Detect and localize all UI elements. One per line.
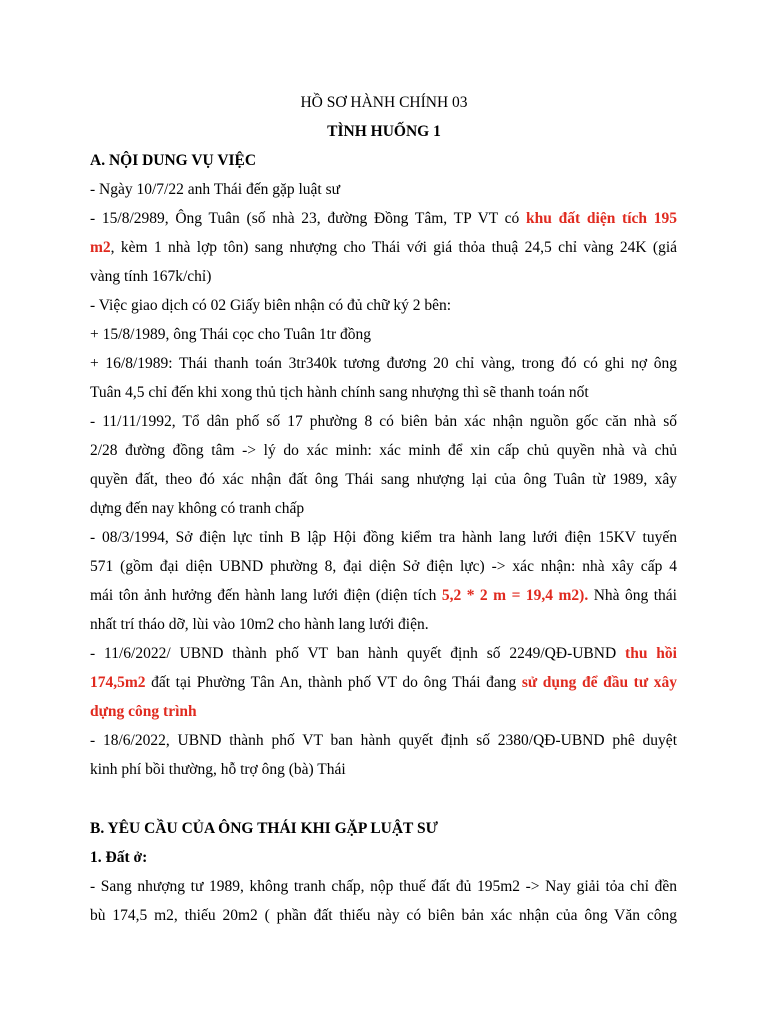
paragraph-line: + 16/8/1989: Thái thanh toán 3tr340k tương đương 20 chỉ vàng, trong đó có ghi nợ ông — [90, 355, 677, 372]
paragraph-line: - Ngày 10/7/22 anh Thái đến gặp luật sư — [90, 181, 341, 198]
paragraph-line: - 11/11/1992, Tổ dân phố số 17 phường 8 có biên bản xác nhận nguồn gốc căn nhà số — [90, 413, 677, 430]
document-title: HỒ SƠ HÀNH CHÍNH 03 — [300, 94, 468, 111]
document-subtitle: TÌNH HUỐNG 1 — [327, 123, 441, 140]
subsection-heading: 1. Đất ở: — [90, 849, 148, 866]
paragraph-line: + 15/8/1989, ông Thái cọc cho Tuân 1tr đồng — [90, 326, 371, 343]
text-run: Nhà ông thái — [588, 587, 677, 604]
paragraph-line: vàng tính 167k/chỉ) — [90, 268, 212, 285]
highlight-text: khu đất diện tích 195 — [526, 210, 677, 227]
highlight-text: 5,2 * 2 m = 19,4 m2). — [441, 587, 589, 604]
paragraph-line: kinh phí bồi thường, hỗ trợ ông (bà) Thái — [90, 761, 346, 778]
paragraph-line — [90, 673, 677, 693]
text-run: - 11/6/2022/ UBND thành phố VT ban hành quyết định số 2249/QĐ-UBND — [90, 645, 626, 662]
paragraph-line — [90, 209, 677, 229]
paragraph-line: Tuân 4,5 chỉ đến khi xong thủ tịch hành chính sang nhượng thì sẽ thanh toán nốt — [90, 384, 589, 401]
highlight-text: thu hồi — [625, 645, 677, 662]
paragraph-line: 571 (gồm đại diện UBND phường 8, đại diện Sở điện lực) -> xác nhận: nhà xây cấp 4 — [90, 558, 677, 575]
section-b-heading: B. YÊU CẦU CỦA ÔNG THÁI KHI GẶP LUẬT SƯ — [90, 820, 438, 837]
paragraph-line: bù 174,5 m2, thiếu 20m2 ( phần đất thiếu này có biên bản xác nhận của ông Văn công — [90, 907, 677, 924]
paragraph-line: quyền đất, theo đó xác nhận đất ông Thái sang nhượng lại của ông Tuân từ 1989, xây — [90, 471, 677, 488]
highlight-text: dựng công trình — [90, 703, 197, 720]
paragraph-line: - 18/6/2022, UBND thành phố VT ban hành quyết định số 2380/QĐ-UBND phê duyệt — [90, 732, 677, 749]
highlight-text: m2 — [90, 239, 111, 256]
paragraph-line — [90, 644, 677, 664]
text-run: , kèm 1 nhà lợp tôn) sang nhượng cho Thái với giá thỏa thuậ 24,5 chỉ vàng 24K (giá — [110, 239, 677, 256]
paragraph-line: 2/28 đường đồng tâm -> lý do xác minh: xác minh để xin cấp chủ quyền nhà và chủ — [90, 442, 677, 459]
paragraph-line: - 08/3/1994, Sở điện lực tỉnh B lập Hội đồng kiểm tra hành lang lưới điện 15KV tuyến — [90, 529, 677, 546]
text-run: đất tại Phường Tân An, thành phố VT do ông Thái đang — [145, 674, 522, 691]
highlight-text: sử dụng để đầu tư xây — [521, 674, 677, 691]
text-run: - 15/8/2989, Ông Tuân (số nhà 23, đường Đồng Tâm, TP VT có — [90, 210, 527, 227]
paragraph-line: dựng đến nay không có tranh chấp — [90, 500, 305, 517]
paragraph-line: nhất trí tháo dỡ, lùi vào 10m2 cho hành lang lưới điện. — [90, 616, 429, 633]
section-a-heading: A. NỘI DUNG VỤ VIỆC — [90, 152, 257, 169]
text-run: mái tôn ảnh hưởng đến hành lang lưới điện (diện tích — [90, 587, 442, 604]
paragraph-line: - Việc giao dịch có 02 Giấy biên nhận có đủ chữ ký 2 bên: — [90, 297, 452, 314]
paragraph-line — [90, 586, 677, 606]
paragraph-line: - Sang nhượng tư 1989, không tranh chấp, nộp thuế đất đủ 195m2 -> Nay giải tỏa chỉ đền — [90, 878, 677, 895]
paragraph-line — [90, 238, 677, 258]
highlight-text: 174,5m2 — [90, 674, 146, 691]
